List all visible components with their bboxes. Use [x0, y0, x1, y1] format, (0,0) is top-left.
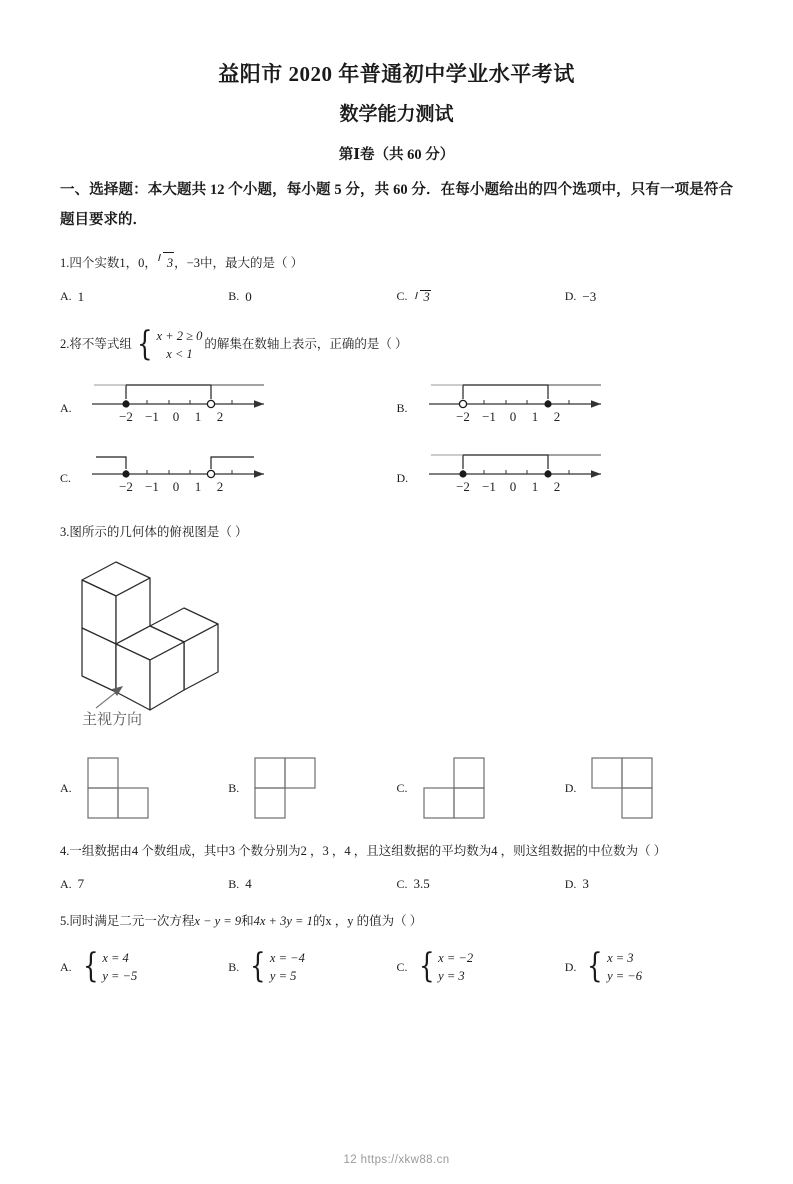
topview-shape-a [80, 752, 154, 826]
solution-system-c [416, 946, 474, 987]
inequality-system [134, 323, 203, 364]
q1-option-a-value: 1 [77, 288, 85, 304]
svg-text:0: 0 [172, 408, 180, 424]
q3-option-c[interactable] [397, 752, 565, 826]
sqrt-icon: 3 [157, 251, 174, 275]
q5-option-b-row1: x = −4 [269, 951, 305, 966]
q5-option-a-label: A. [60, 959, 72, 974]
q5-option-c-label: C. [396, 959, 408, 974]
q2-stem-a: 将不等式组 [69, 336, 132, 351]
page-subtitle: 数学能力测试 [339, 104, 454, 126]
q3-stem: 图所示的几何体的俯视图是（ ） [69, 524, 248, 539]
q1-option-b-value: 0 [245, 288, 252, 304]
question-5 [60, 910, 733, 933]
q2-option-b[interactable] [397, 377, 734, 429]
q1-option-d-value: −3 [582, 288, 597, 304]
q2-option-a-label: A. [60, 400, 72, 415]
q1-option-a[interactable] [60, 289, 228, 305]
numberline-figure-a [86, 377, 286, 429]
svg-text:−1: −1 [481, 408, 496, 424]
solid-figure-caption: 主视方向 [82, 711, 143, 727]
q4-option-a-label: A. [60, 876, 72, 891]
q1-option-c-label: C. [396, 289, 408, 304]
question-4-options [60, 876, 733, 892]
question-5-options [60, 946, 733, 987]
q5-stem-mid: 和 [241, 914, 254, 929]
exam-page [0, 62, 793, 1184]
q5-option-d-row1: x = 3 [607, 951, 634, 966]
question-3 [60, 521, 733, 544]
left-brace-icon: { [418, 946, 435, 987]
q1-option-b[interactable] [228, 289, 396, 305]
topview-shape-d [584, 752, 658, 826]
left-brace-icon: { [587, 946, 604, 987]
q2-option-d-label: D. [396, 470, 409, 485]
q5-option-c-row2: y = 3 [438, 969, 465, 984]
svg-text:−2: −2 [455, 478, 470, 494]
q1-option-b-label: B. [228, 289, 240, 304]
svg-text:0: 0 [509, 478, 516, 494]
q4-number: 4. [60, 843, 70, 858]
q1-option-d[interactable] [565, 289, 733, 305]
q4-option-a-value: 7 [77, 876, 85, 892]
q4-option-b-value: 4 [245, 876, 252, 892]
q3-option-d-label: D. [564, 781, 577, 796]
q3-option-a[interactable] [60, 752, 228, 826]
left-brace-icon: { [250, 946, 266, 987]
q5-option-a-row2: y = −5 [102, 969, 138, 984]
q5-option-a[interactable] [60, 946, 228, 987]
topview-shape-b [247, 752, 321, 826]
question-2-options-row-1 [60, 377, 733, 429]
svg-text:−1: −1 [145, 408, 159, 424]
q3-number: 3. [60, 524, 70, 539]
q4-option-d-value: 3 [582, 876, 589, 892]
svg-text:2: 2 [216, 478, 224, 494]
q1-stem-b: ，−3中，最大的是（ ） [174, 256, 304, 271]
volume-label: 第Ⅰ卷（共 60 分） [338, 146, 455, 163]
left-brace-icon: { [82, 946, 99, 987]
q5-option-b-label: B. [228, 959, 240, 974]
question-1-options [60, 289, 733, 305]
question-4 [60, 840, 733, 863]
svg-text:−1: −1 [481, 478, 496, 494]
q3-option-c-label: C. [396, 781, 408, 796]
q4-option-c[interactable] [397, 876, 565, 892]
q5-option-b[interactable] [228, 946, 396, 987]
q4-option-b[interactable] [228, 876, 396, 892]
q5-option-c[interactable] [396, 946, 565, 987]
q1-number: 1. [60, 256, 70, 271]
q5-equation-2: 4x + 3y = 1 [253, 914, 313, 929]
question-3-options [60, 752, 733, 826]
svg-text:2: 2 [553, 408, 560, 424]
q5-option-d-label: D. [564, 959, 577, 974]
q4-option-c-value: 3.5 [413, 876, 430, 892]
q4-option-d-label: D. [564, 876, 577, 891]
q5-option-d[interactable] [564, 946, 733, 987]
q1-option-a-label: A. [60, 289, 72, 304]
topview-shape-c [416, 752, 490, 826]
section-instructions: 一、选择题：本大题共 12 个小题，每小题 5 分，共 60 分．在每小题给出的四个选项中，只有一项是符合题目要求的． [60, 181, 733, 228]
svg-text:−2: −2 [455, 408, 470, 424]
question-2-options-row-2 [60, 447, 733, 499]
q4-stem: 一组数据由4 个数组成，其中3 个数分别为2 ，3 ，4 ，且这组数据的平均数为4 ，则这组数据的中位数为（ ） [69, 843, 667, 858]
q3-option-d[interactable] [565, 752, 733, 826]
q5-option-d-row2: y = −6 [607, 969, 642, 984]
svg-text:1: 1 [531, 408, 538, 424]
q1-option-c[interactable] [397, 289, 565, 305]
q5-option-a-row1: x = 4 [102, 951, 129, 966]
svg-text:1: 1 [194, 478, 202, 494]
q2-option-d[interactable] [397, 447, 734, 499]
q1-option-c-value: 3 [423, 289, 430, 304]
svg-text:0: 0 [509, 408, 516, 424]
q2-sys-row2: x < 1 [166, 346, 193, 361]
svg-text:1: 1 [531, 478, 538, 494]
q3-option-b-label: B. [228, 781, 240, 796]
svg-text:2: 2 [553, 478, 560, 494]
svg-text:2: 2 [216, 408, 224, 424]
q1-option-d-label: D. [564, 289, 577, 304]
q4-option-a[interactable] [60, 876, 228, 892]
q2-option-b-label: B. [396, 400, 408, 415]
solution-system-d [584, 946, 642, 987]
numberline-figure-d [423, 447, 623, 499]
q2-sys-row1: x + 2 ≥ 0 [156, 328, 203, 343]
svg-text:0: 0 [172, 478, 180, 494]
numberline-figure-c [86, 447, 286, 499]
q2-option-a[interactable] [60, 377, 397, 429]
q2-option-c-label: C. [60, 470, 72, 485]
numberline-figure-b [423, 377, 623, 429]
svg-text:1: 1 [194, 408, 202, 424]
q5-option-c-row1: x = −2 [438, 951, 474, 966]
q4-option-d[interactable] [565, 876, 733, 892]
q5-stem-a: 同时满足二元一次方程 [69, 914, 195, 929]
q5-equation-1: x − y = 9 [194, 914, 242, 929]
svg-text:−1: −1 [145, 478, 159, 494]
q5-stem-b: 的x ，y 的值为（ ） [312, 914, 423, 929]
q2-option-c[interactable] [60, 447, 397, 499]
svg-text:−2: −2 [119, 478, 133, 494]
page-title: 益阳市 2020 年普通初中学业水平考试 [218, 62, 575, 86]
q1-stem-a: 四个实数1，0， [69, 256, 157, 271]
svg-text:−2: −2 [119, 408, 133, 424]
question-2 [60, 323, 733, 364]
q2-number: 2. [60, 336, 70, 351]
q5-option-b-row2: y = 5 [269, 969, 297, 984]
solution-system-b [247, 946, 305, 987]
q4-option-b-label: B. [228, 876, 240, 891]
question-1 [60, 251, 733, 275]
q3-option-a-label: A. [60, 781, 72, 796]
q4-option-c-label: C. [396, 876, 408, 891]
footer-watermark: 12 https://xkw88.cn [343, 1154, 450, 1166]
q5-number: 5. [60, 914, 70, 929]
q2-stem-b: 的解集在数轴上表示，正确的是（ ） [204, 336, 408, 351]
left-brace-icon: { [136, 323, 153, 364]
q3-option-b[interactable] [228, 752, 396, 826]
sqrt-icon [414, 289, 431, 305]
solution-system-a [80, 946, 138, 987]
solid-figure [68, 552, 733, 732]
